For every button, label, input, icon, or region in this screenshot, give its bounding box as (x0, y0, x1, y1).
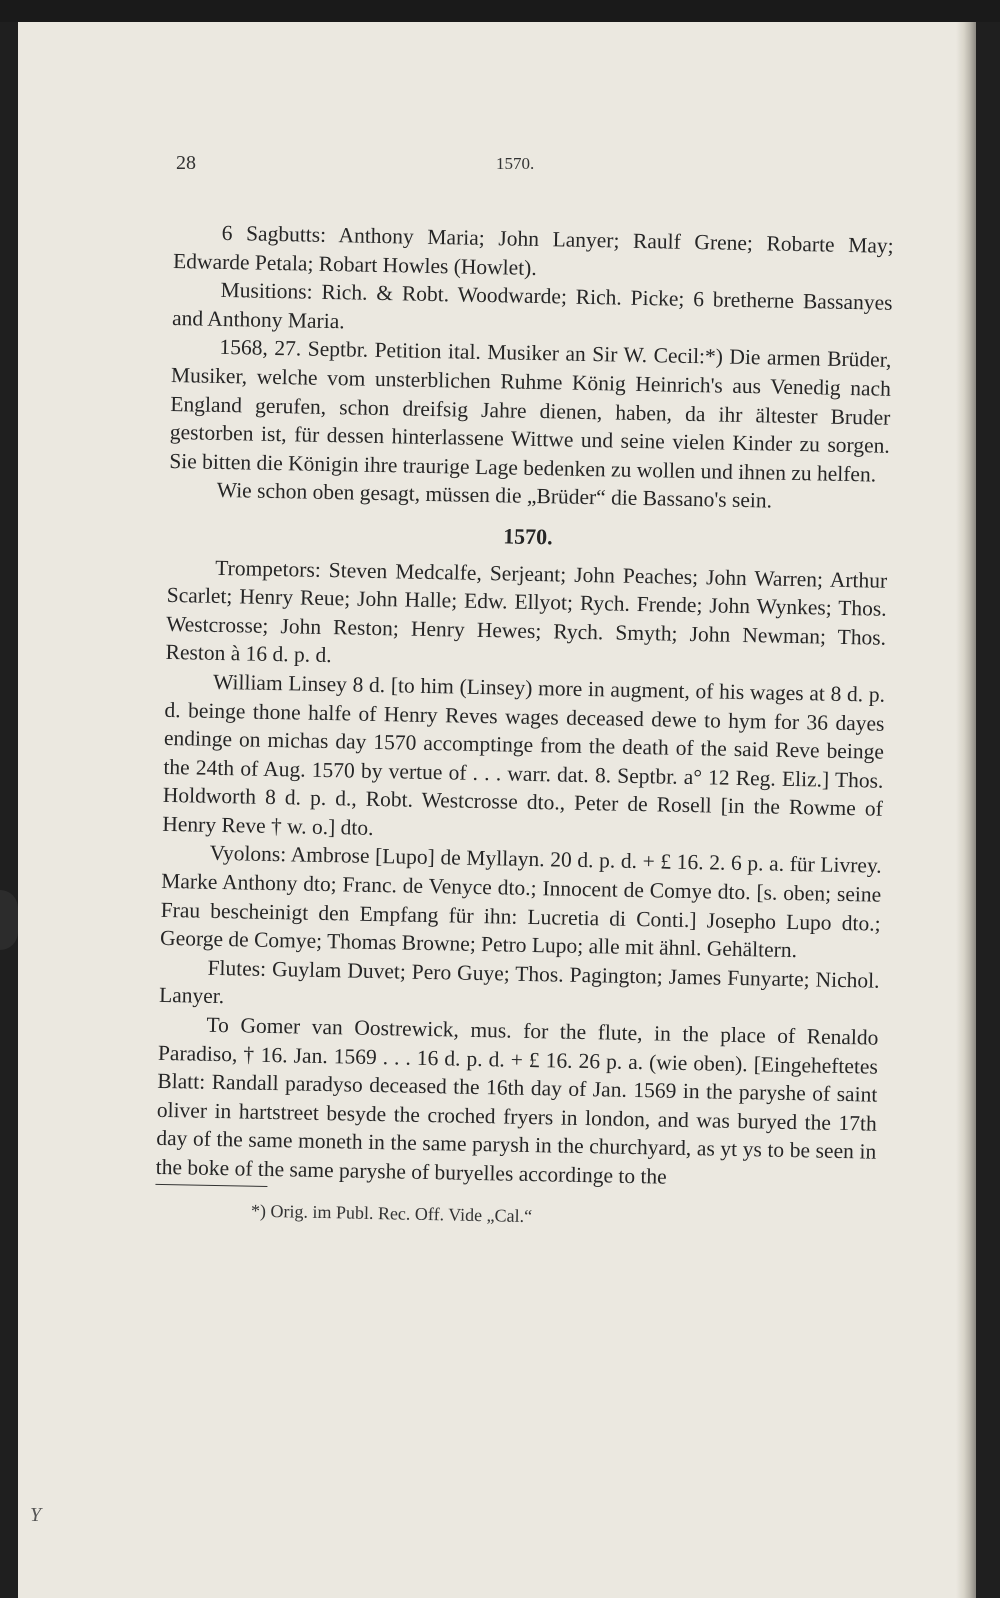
paragraph-linsey: William Linsey 8 d. [to him (Linsey) more in augment, of his wages at 8 d. p. d. beinge thone halfe of Henry Reves wages deceased dewe to hym for 36 dayes endinge on michas day 1570 accomptinge from the death of the said Reve beinge the 24th of Aug. 1570 by vertue of . . . warr. dat. 8. Septbr. a° 12 Reg. Eliz.] Thos. Holdworth 8 d. p. d., Robt. Westcrosse dto., Peter de Rosell [in the Rowme of Henry Reve † w. o.] dto. (162, 669, 886, 840)
section-heading: 1570. (502, 523, 553, 550)
paragraph-gomer: To Gomer van Oostrewick, mus. for the flute, in the place of Renaldo Paradiso, † 16. Jan. 1569 . . . 16 d. p. d. + £ 16. 26 p. a. (wie oben). [Eingeheftetes Blatt: Randall paradyso deceased the 16th day of Jan. 1569 in the paryshe of saint oliver in hartstreet besyde the croched fryers in london, and was buryed the 17th day of the same moneth in the same parysh in the churchyard, as yt ys to be seen in the boke of the same paryshe of buryelles accordinge to the (155, 1012, 879, 1189)
body-text (155, 218, 894, 1234)
paragraph-flutes: Flutes: Guylam Duvet; Pero Guye; Thos. Pagington; James Funyarte; Nichol. Lanyer. (158, 955, 880, 1009)
margin-mark: Y (30, 1504, 42, 1526)
paragraph-sagbutts: 6 Sagbutts: Anthony Maria; John Lanyer; Raulf Grene; Robarte May; Edwarde Petala; Robart Howles (Howlet). (172, 220, 894, 280)
paragraph-trompetors: Trompetors: Steven Medcalfe, Serjeant; John Peaches; John Warren; Arthur Scarlet; Henry Reue; John Halle; Edw. Ellyot; Rych. Frende; John Wynkes; Thos. Westcrosse; John Reston; Henry Hewes; Rych. Smyth; John Newman; Thos. Reston à 16 d. p. d. (165, 555, 888, 668)
running-header (176, 152, 896, 182)
footnote-rule (155, 1183, 267, 1186)
paragraph-vyolons: Vyolons: Ambrose [Lupo] de Myllayn. 20 d. p. d. + £ 16. 2. 6 p. a. für Livrey. Marke Anthony dto; Franc. de Venyce dto.; Innocent de Comye dto. [s. oben; seine Frau bescheinigt den Empfang für ihn: Lucretia di Conti.] Josepho Lupo dto.; George de Comye; Thomas Browne; Petro Lupo; alle mit ähnl. Gehältern. (159, 841, 882, 963)
book-spine-shadow (0, 890, 18, 950)
running-head-year: 1570. (496, 154, 535, 173)
paragraph-musitions: Musitions: Rich. & Robt. Woodwarde; Rich. Picke; 6 bretherne Bassanyes and Anthony Maria. (171, 278, 893, 334)
footnote: *) Orig. im Publ. Rec. Off. Vide „Cal.“ (250, 1200, 533, 1226)
page-edge-shadow (956, 22, 976, 1598)
page-number: 28 (176, 152, 196, 174)
scan-background (0, 0, 1000, 22)
paragraph-petition: 1568, 27. Septbr. Petition ital. Musiker an Sir W. Cecil:*) Die armen Brüder, Musiker, welche vom unsterblichen Ruhme König Heinrich's aus Venedig nach England gerufen, schon dreifsig Jahre dienen, haben, da ihr ältester Bruder gestorben ist, für dessen hinterlassene Wittwe und seine vielen Kinder zu sorgen. Sie bitten die Königin ihre traurige Lage bedenken zu wollen und ihnen zu helfen. (169, 335, 892, 487)
paragraph-brueder: Wie schon oben gesagt, müssen die „Brüder“ die Bassano's sein. (216, 478, 773, 513)
